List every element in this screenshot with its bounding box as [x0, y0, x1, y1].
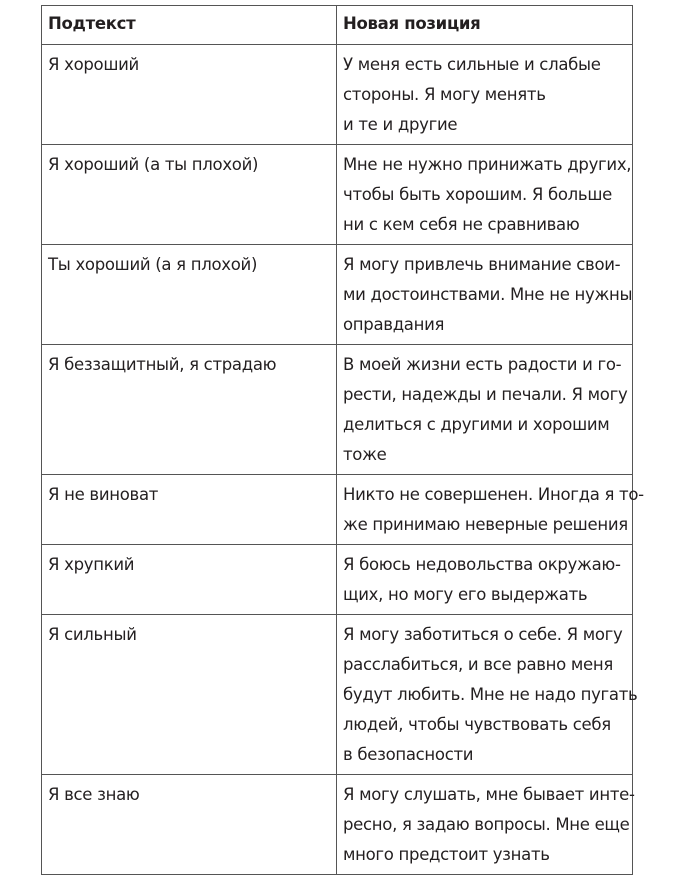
- new-position-cell: [337, 545, 633, 615]
- table-row: [42, 475, 633, 545]
- position-text-line: же принимаю неверные решения: [343, 515, 628, 534]
- table-row: [42, 145, 633, 245]
- new-position-cell: [337, 45, 633, 145]
- position-text-line: будут любить. Мне не надо пугать: [343, 685, 638, 704]
- position-text-line: Мне не нужно принижать других,: [343, 155, 632, 174]
- position-text-line: Я могу заботиться о себе. Я могу: [343, 625, 623, 644]
- table-row: [42, 615, 633, 775]
- subtext-table: [41, 5, 644, 875]
- new-position-cell: [337, 615, 638, 775]
- position-text-line: рести, надежды и печали. Я могу: [343, 385, 628, 404]
- position-text-line: чтобы быть хорошим. Я больше: [343, 185, 612, 204]
- position-text-line: У меня есть сильные и слабые: [343, 55, 601, 74]
- table-row: [42, 775, 633, 875]
- position-text-line: стороны. Я могу менять: [343, 85, 546, 104]
- position-text-line: много предстоит узнать: [343, 845, 550, 864]
- position-text-line: в безопасности: [343, 745, 474, 764]
- position-text-line: ни с кем себя не сравниваю: [343, 215, 580, 234]
- subtext-cell: Я сильный: [42, 615, 337, 775]
- new-position-cell: [337, 345, 633, 475]
- position-text-line: и те и другие: [343, 115, 458, 134]
- position-text-line: Я могу слушать, мне бывает инте-: [343, 785, 635, 804]
- subtext-cell: Я беззащитный, я страдаю: [42, 345, 337, 475]
- header-new-position: Новая позиция: [337, 6, 633, 45]
- table-row: [42, 45, 633, 145]
- position-text-line: расслабиться, и все равно меня: [343, 655, 614, 674]
- position-text-line: делиться с другими и хорошим: [343, 415, 610, 434]
- position-text-line: Никто не совершенен. Иногда я то-: [343, 485, 644, 504]
- position-text-line: Я боюсь недовольства окружаю-: [343, 555, 621, 574]
- position-text-line: ресно, я задаю вопросы. Мне еще: [343, 815, 630, 834]
- subtext-cell: Я не виноват: [42, 475, 337, 545]
- subtext-cell: Ты хороший (а я плохой): [42, 245, 337, 345]
- subtext-cell: Я хороший (а ты плохой): [42, 145, 337, 245]
- position-text-line: тоже: [343, 445, 387, 464]
- position-text-line: щих, но могу его выдержать: [343, 585, 588, 604]
- subtext-cell: Я хороший: [42, 45, 337, 145]
- new-position-cell: [337, 475, 644, 545]
- table-row: [42, 545, 633, 615]
- position-text-line: Я могу привлечь внимание свои-: [343, 255, 621, 274]
- header-subtext: Подтекст: [42, 6, 337, 45]
- table-row: [42, 345, 633, 475]
- new-position-cell: [337, 775, 633, 875]
- new-position-cell: [337, 245, 633, 345]
- table-row: [42, 245, 633, 345]
- subtext-cell: Я хрупкий: [42, 545, 337, 615]
- position-text-line: В моей жизни есть радости и го-: [343, 355, 622, 374]
- position-text-line: оправдания: [343, 315, 445, 334]
- position-text-line: людей, чтобы чувствовать себя: [343, 715, 611, 734]
- new-position-cell: [337, 145, 633, 245]
- header-row: [42, 6, 633, 45]
- subtext-cell: Я все знаю: [42, 775, 337, 875]
- table-body: [42, 45, 644, 875]
- position-text-line: ми достоинствами. Мне не нужны: [343, 285, 633, 304]
